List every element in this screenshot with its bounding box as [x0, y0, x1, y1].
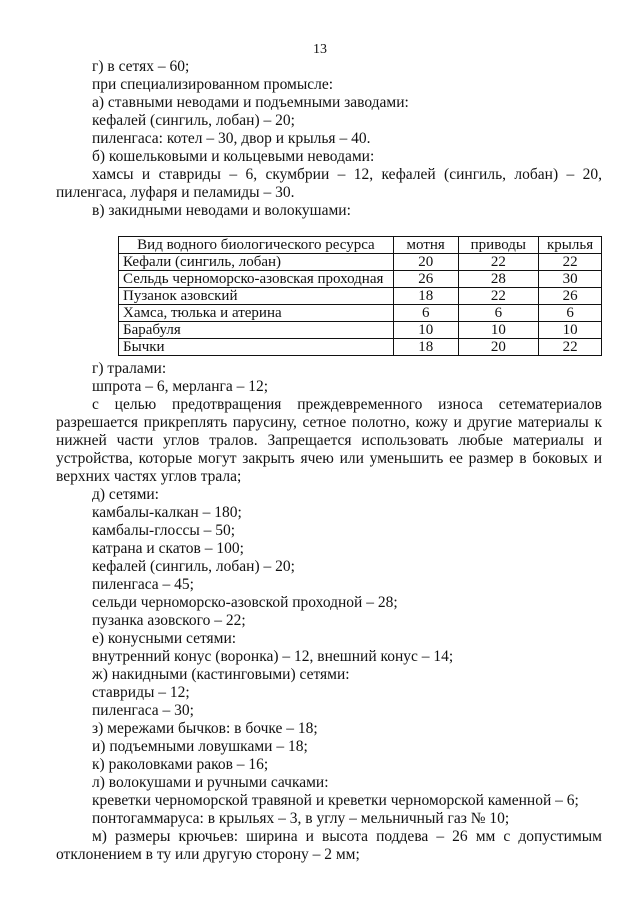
text-line: нижней части углов тралов. Запрещается использовать любые материалы и: [56, 432, 602, 449]
table-cell: 22: [458, 254, 539, 271]
text-line: к) раколовками раков – 16;: [92, 756, 269, 773]
table-row: [119, 305, 602, 322]
text-line: г) в сетях – 60;: [92, 58, 190, 75]
text-line: б) кошельковыми и кольцевыми неводами:: [92, 148, 375, 165]
text-line: е) конусными сетями:: [92, 630, 237, 647]
mesh-size-table: [118, 236, 602, 356]
table-cell: Кефали (сингиль, лобан): [119, 254, 394, 271]
text-line: камбалы-калкан – 180;: [92, 504, 242, 521]
text-line: пиленгаса, луфаря и пеламиды – 30.: [56, 184, 295, 201]
table-row: [119, 288, 602, 305]
text-line: креветки черноморской травяной и креветки черноморской каменной – 6;: [92, 792, 579, 809]
table-cell: 20: [458, 339, 539, 356]
text-line: кефалей (сингиль, лобан) – 20;: [92, 558, 295, 575]
table-row: [119, 271, 602, 288]
table-cell: 30: [539, 271, 602, 288]
text-line: кефалей (сингиль, лобан) – 20;: [92, 112, 295, 129]
table-cell: 10: [539, 322, 602, 339]
text-line: пузанка азовского – 22;: [92, 612, 246, 629]
table-cell: 10: [393, 322, 458, 339]
text-line: разрешается прикреплять парусину, сетное полотно, кожу и другие материалы к: [56, 414, 602, 431]
text-line: сельди черноморско-азовской проходной – 28;: [92, 594, 398, 611]
table-cell: Барабуля: [119, 322, 394, 339]
document-body: [56, 58, 602, 864]
table-cell: Пузанок азовский: [119, 288, 394, 305]
table-cell: 22: [539, 254, 602, 271]
text-line: с целью предотвращения преждевременного износа сетематериалов: [92, 396, 602, 413]
text-line: з) мережами бычков: в бочке – 18;: [92, 720, 318, 737]
table-row: [119, 322, 602, 339]
table-cell: 26: [393, 271, 458, 288]
text-line: катрана и скатов – 100;: [92, 540, 244, 557]
text-line: в) закидными неводами и волокушами:: [92, 202, 351, 219]
page-number: 13: [313, 42, 327, 57]
table-cell: 18: [393, 339, 458, 356]
text-line: ставриды – 12;: [92, 684, 190, 701]
table-cell: Хамса, тюлька и атерина: [119, 305, 394, 322]
column-header: мотня: [393, 237, 458, 254]
text-line: д) сетями:: [92, 486, 159, 503]
text-line: и) подъемными ловушками – 18;: [92, 738, 308, 755]
text-line: верхних частях углов трала;: [56, 468, 242, 485]
text-line: пиленгаса – 45;: [92, 576, 194, 593]
table-row: [119, 254, 602, 271]
text-line: л) волокушами и ручными сачками:: [92, 774, 329, 791]
table-cell: 6: [458, 305, 539, 322]
table-cell: 22: [539, 339, 602, 356]
table-cell: 22: [458, 288, 539, 305]
text-line: пиленгаса – 30;: [92, 702, 194, 719]
text-line: понтогаммаруса: в крыльях – 3, в углу – мельничный газ № 10;: [92, 810, 510, 827]
table-cell: 20: [393, 254, 458, 271]
table-cell: 28: [458, 271, 539, 288]
text-line: пиленгаса: котел – 30, двор и крылья – 40.: [92, 130, 371, 147]
table-cell: 6: [539, 305, 602, 322]
text-line: а) ставными неводами и подъемными заводами:: [92, 94, 409, 111]
table-cell: Бычки: [119, 339, 394, 356]
column-header: Вид водного биологического ресурса: [119, 237, 394, 254]
column-header: крылья: [539, 237, 602, 254]
table-cell: 6: [393, 305, 458, 322]
text-line: шпрота – 6, мерланга – 12;: [92, 378, 269, 395]
text-line: хамсы и ставриды – 6, скумбрии – 12, кефалей (сингиль, лобан) – 20,: [92, 166, 602, 183]
table-cell: Сельдь черноморско-азовская проходная: [119, 271, 394, 288]
text-line: устройства, которые могут закрыть ячею или уменьшить ее размер в боковых и: [56, 450, 602, 467]
text-line: м) размеры крючьев: ширина и высота поддева – 26 мм с допустимым: [92, 828, 602, 845]
table-cell: 26: [539, 288, 602, 305]
text-line: камбалы-глоссы – 50;: [92, 522, 236, 539]
text-line: г) тралами:: [92, 360, 167, 377]
table-cell: 18: [393, 288, 458, 305]
column-header: приводы: [458, 237, 539, 254]
table-header-row: [119, 237, 602, 254]
text-line: при специализированном промысле:: [92, 76, 334, 93]
table-row: [119, 339, 602, 356]
table-cell: 10: [458, 322, 539, 339]
text-line: ж) накидными (кастинговыми) сетями:: [92, 666, 350, 683]
text-line: внутренний конус (воронка) – 12, внешний конус – 14;: [92, 648, 454, 665]
text-line: отклонением в ту или другую сторону – 2 мм;: [56, 846, 360, 863]
